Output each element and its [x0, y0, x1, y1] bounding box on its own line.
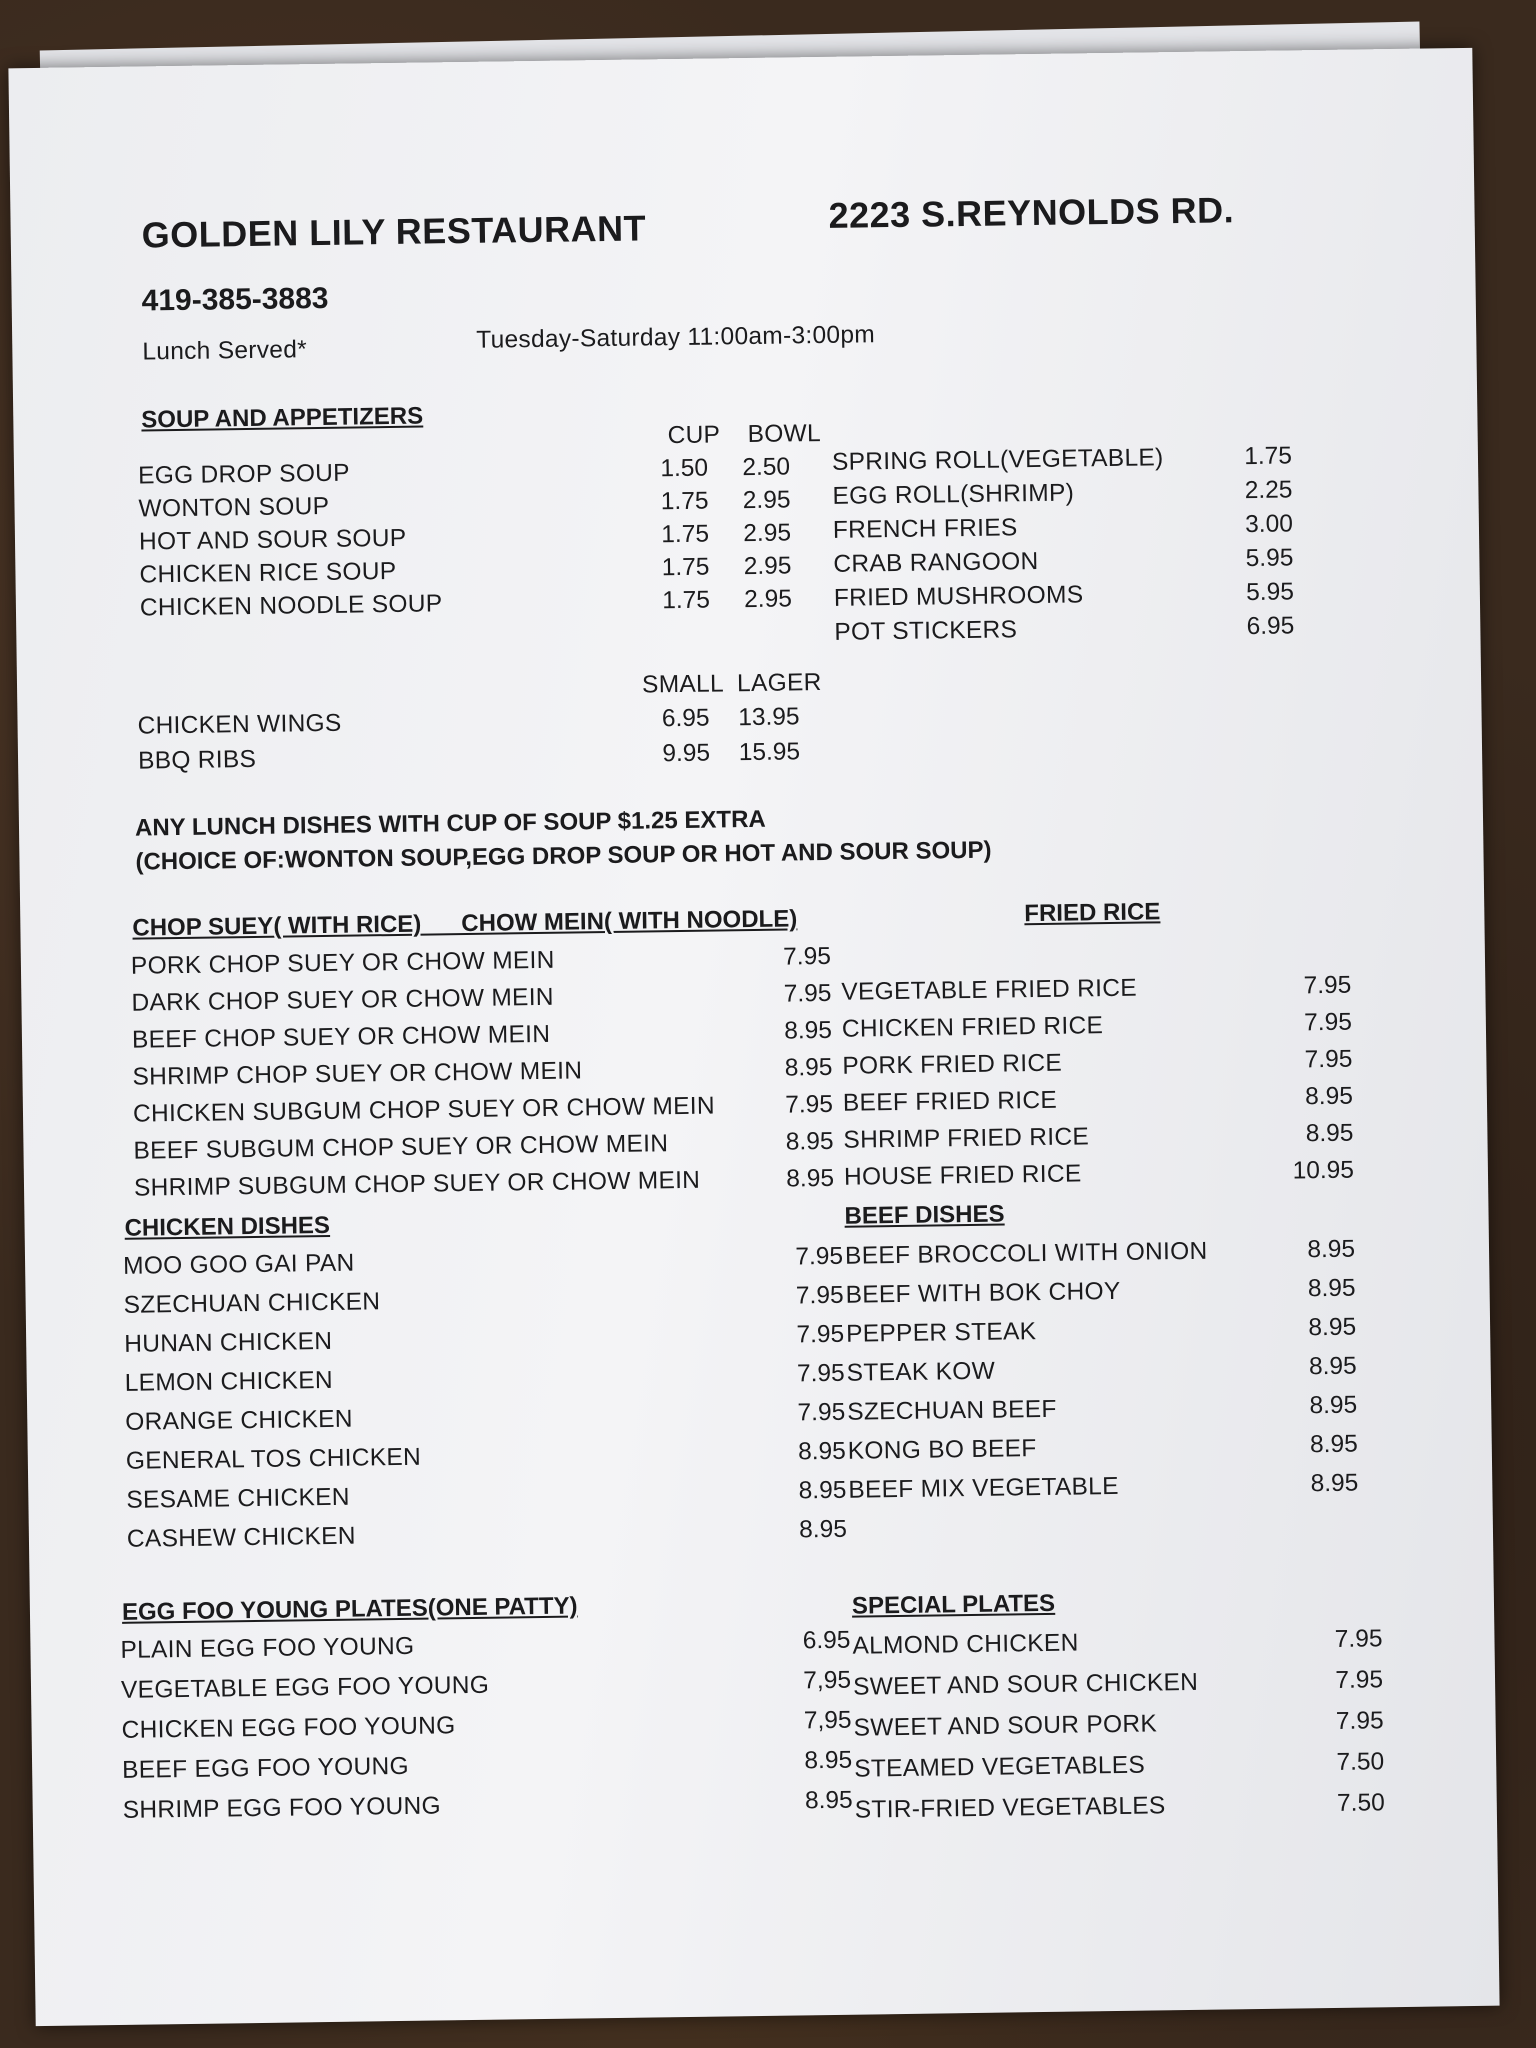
menu-item-name: CHICKEN FRIED RICE [841, 1012, 1104, 1043]
soup-choice-note: (CHOICE OF:WONTON SOUP,EGG DROP SOUP OR HOT AND SOUR SOUP) [135, 836, 992, 876]
menu-item-price: 1.50 [660, 454, 709, 483]
menu-item-price: 7.95 [795, 1281, 844, 1310]
menu-item-price: 8.95 [799, 1515, 848, 1544]
menu-item-name: CHICKEN SUBGUM CHOP SUEY OR CHOW MEIN [132, 1092, 716, 1128]
menu-item-price: 2.25 [1244, 476, 1293, 505]
menu-item-price: 7.95 [1303, 1008, 1353, 1037]
menu-item-price: 8.95 [1310, 1469, 1359, 1498]
menu-item-name: PEPPER STEAK [845, 1318, 1037, 1348]
menu-item-price: 7.95 [1334, 1625, 1383, 1653]
menu-item-name: HUNAN CHICKEN [124, 1327, 333, 1358]
menu-item-name: STEAMED VEGETABLES [854, 1751, 1146, 1783]
menu-item-name: SWEET AND SOUR CHICKEN [852, 1668, 1199, 1701]
menu-item-name: KONG BO BEEF [847, 1435, 1037, 1465]
menu-item-price: 13.95 [738, 703, 800, 732]
menu-item-price: 7.95 [1303, 971, 1352, 1000]
menu-item-price: 1.75 [661, 520, 710, 549]
restaurant-address: 2223 S.REYNOLDS RD. [828, 189, 1235, 236]
menu-item-price: 8.95 [1309, 1430, 1358, 1459]
menu-item-price: 8.95 [1307, 1274, 1356, 1303]
menu-item-price: 7.95 [785, 1090, 834, 1119]
menu-sheet [8, 48, 1499, 2026]
menu-item-name: FRENCH FRIES [832, 514, 1018, 544]
menu-item-name: VEGETABLE FRIED RICE [841, 974, 1138, 1006]
chicken-heading: CHICKEN DISHES [124, 1211, 331, 1242]
menu-item-price: 7.95 [1304, 1045, 1353, 1074]
menu-item-price: 9.95 [662, 739, 711, 768]
menu-item-name: CHICKEN WINGS [137, 709, 342, 740]
menu-item-name: GENERAL TOS CHICKEN [125, 1443, 422, 1475]
menu-item-price: 8.95 [784, 1016, 833, 1045]
menu-item-price: 2.95 [742, 486, 791, 515]
menu-item-name: PORK CHOP SUEY OR CHOW MEIN [130, 946, 555, 980]
menu-item-price: 2.50 [742, 453, 791, 482]
menu-item-name: BEEF CHOP SUEY OR CHOW MEIN [131, 1020, 551, 1054]
soup-heading: SOUP AND APPETIZERS [141, 402, 424, 434]
menu-item-price: 2.95 [743, 519, 792, 548]
large-label: LAGER [736, 669, 822, 698]
menu-item-name: HOT AND SOUR SOUP [138, 524, 407, 556]
menu-item-price: 7,95 [803, 1706, 852, 1735]
menu-item-name: FRIED MUSHROOMS [833, 581, 1084, 612]
fried-rice-heading: FRIED RICE [1024, 898, 1161, 928]
menu-item-price: 5.95 [1245, 578, 1295, 607]
menu-item-name: BEEF BROCCOLI WITH ONION [844, 1237, 1208, 1270]
menu-item-price: 7.95 [796, 1320, 845, 1349]
menu-item-price: 8.95 [1308, 1352, 1357, 1381]
menu-item-price: 8.95 [797, 1437, 846, 1466]
menu-item-name: BBQ RIBS [137, 745, 257, 775]
lunch-hours: Tuesday-Saturday 11:00am-3:00pm [476, 321, 876, 354]
menu-item-price: 8.95 [804, 1786, 853, 1815]
menu-item-price: 5.95 [1245, 544, 1294, 573]
menu-item-price: 8.95 [1308, 1313, 1357, 1342]
menu-item-price: 1.75 [660, 487, 709, 516]
menu-item-price: 7.95 [783, 942, 832, 971]
menu-item-price: 6.95 [661, 704, 710, 733]
menu-item-price: 7.50 [1336, 1748, 1385, 1776]
menu-item-name: BEEF SUBGUM CHOP SUEY OR CHOW MEIN [133, 1130, 669, 1165]
menu-item-name: SHRIMP CHOP SUEY OR CHOW MEIN [132, 1057, 583, 1091]
menu-item-name: ALMOND CHICKEN [852, 1629, 1079, 1660]
menu-item-name: PORK FRIED RICE [842, 1049, 1063, 1080]
menu-item-price: 8.95 [1305, 1082, 1354, 1111]
menu-item-price: 2.95 [744, 585, 793, 614]
menu-item-price: 8.95 [784, 1053, 833, 1082]
menu-item-price: 7.95 [797, 1398, 846, 1427]
menu-item-name: SHRIMP FRIED RICE [843, 1123, 1090, 1154]
menu-item-price: 7.95 [796, 1359, 845, 1388]
beef-heading: BEEF DISHES [844, 1200, 1005, 1230]
menu-item-name: SZECHUAN CHICKEN [123, 1288, 381, 1319]
menu-item-name: BEEF EGG FOO YOUNG [121, 1752, 410, 1784]
menu-item-price: 15.95 [738, 738, 801, 767]
menu-item-price: 8.95 [1305, 1119, 1354, 1148]
menu-item-price: 10.95 [1292, 1156, 1355, 1185]
menu-item-name: CHICKEN RICE SOUP [139, 557, 397, 589]
menu-item-price: 7.95 [783, 979, 832, 1008]
menu-item-name: SWEET AND SOUR PORK [853, 1710, 1158, 1742]
menu-item-name: STIR-FRIED VEGETABLES [854, 1792, 1166, 1824]
menu-item-name: POT STICKERS [834, 616, 1018, 646]
menu-item-price: 7.95 [1335, 1707, 1384, 1735]
menu-item-name: HOUSE FRIED RICE [843, 1160, 1082, 1191]
menu-item-name: DARK CHOP SUEY OR CHOW MEIN [131, 983, 555, 1017]
menu-item-price: 7.95 [795, 1242, 844, 1271]
menu-item-name: WONTON SOUP [138, 492, 330, 523]
menu-item-name: LEMON CHICKEN [124, 1366, 334, 1397]
small-label: SMALL [641, 670, 725, 699]
menu-item-price: 8.95 [786, 1164, 835, 1193]
menu-item-price: 6.95 [802, 1626, 851, 1655]
menu-item-price: 7,95 [803, 1666, 852, 1695]
menu-item-name: CHICKEN EGG FOO YOUNG [121, 1712, 456, 1744]
special-heading: SPECIAL PLATES [851, 1589, 1056, 1620]
menu-item-price: 1.75 [661, 553, 710, 582]
menu-item-price: 6.95 [1246, 612, 1295, 641]
menu-item-name: CHICKEN NOODLE SOUP [139, 590, 443, 622]
restaurant-name: GOLDEN LILY RESTAURANT [141, 207, 647, 256]
menu-item-name: VEGETABLE EGG FOO YOUNG [120, 1671, 490, 1704]
menu-item-price: 7.50 [1336, 1789, 1385, 1817]
menu-item-price: 1.75 [662, 586, 711, 615]
menu-item-name: CASHEW CHICKEN [126, 1522, 356, 1553]
menu-item-name: SHRIMP EGG FOO YOUNG [122, 1792, 442, 1824]
menu-item-price: 8.95 [1307, 1235, 1356, 1264]
menu-item-name: SZECHUAN BEEF [847, 1395, 1057, 1426]
menu-item-name: PLAIN EGG FOO YOUNG [120, 1632, 415, 1664]
menu-item-price: 1.75 [1244, 442, 1293, 471]
menu-item-name: EGG ROLL(SHRIMP) [832, 479, 1075, 510]
menu-item-price: 7.95 [1335, 1666, 1384, 1694]
restaurant-phone: 419-385-3883 [141, 281, 329, 318]
menu-item-name: SESAME CHICKEN [126, 1483, 350, 1514]
menu-item-name: CRAB RANGOON [833, 547, 1039, 578]
menu-item-name: SHRIMP SUBGUM CHOP SUEY OR CHOW MEIN [133, 1166, 701, 1202]
menu-item-name: BEEF FRIED RICE [842, 1086, 1058, 1117]
menu-item-name: BEEF WITH BOK CHOY [845, 1277, 1121, 1309]
menu-item-name: STEAK KOW [846, 1357, 996, 1387]
menu-item-name: BEEF MIX VEGETABLE [848, 1472, 1119, 1504]
menu-item-name: EGG DROP SOUP [137, 459, 351, 490]
menu-item-name: SPRING ROLL(VEGETABLE) [831, 444, 1164, 476]
lunch-served-label: Lunch Served* [142, 336, 308, 366]
menu-item-price: 2.95 [743, 552, 792, 581]
bowl-label: BOWL [747, 420, 822, 449]
egg-foo-heading: EGG FOO YOUNG PLATES(ONE PATTY) [121, 1592, 578, 1626]
cup-label: CUP [667, 421, 721, 450]
soup-extra-note: ANY LUNCH DISHES WITH CUP OF SOUP $1.25 EXTRA [134, 805, 766, 842]
menu-item-price: 8.95 [785, 1127, 834, 1156]
menu-item-name: MOO GOO GAI PAN [122, 1249, 355, 1280]
menu-item-price: 8.95 [798, 1476, 847, 1505]
menu-item-price: 3.00 [1245, 510, 1294, 539]
menu-item-price: 8.95 [1309, 1391, 1358, 1420]
menu-item-price: 8.95 [804, 1746, 853, 1775]
menu-item-name: ORANGE CHICKEN [125, 1405, 353, 1436]
chop-suey-heading: CHOP SUEY( WITH RICE) CHOW MEIN( WITH NOODLE) [132, 905, 798, 942]
